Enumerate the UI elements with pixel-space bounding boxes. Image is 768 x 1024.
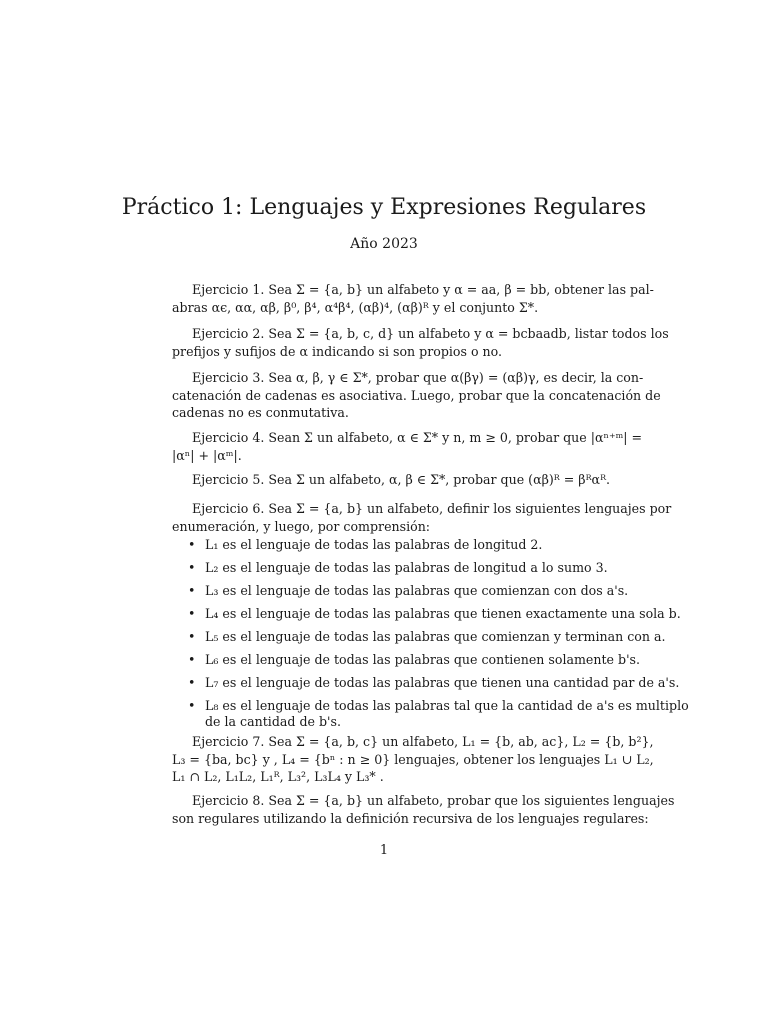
- document-year: Año 2023: [350, 236, 418, 252]
- exercise-label: Ejercicio 7.: [192, 734, 265, 749]
- exercise-8: [172, 792, 675, 827]
- bullet-icon: •: [188, 606, 196, 621]
- exercise-line: |αⁿ| + |αᵐ|.: [172, 447, 242, 463]
- exercise-line: Ejercicio 2. Sea Σ = {a, b, c, d} un alfabeto y α = bcbaadb, listar todos los: [192, 326, 669, 341]
- exercise-line: L₃ = {ba, bc} y , L₄ = {bⁿ : n ≥ 0} lenguajes, obtener los lenguajes L₁ ∪ L₂,: [172, 751, 654, 767]
- exercise-label: Ejercicio 2.: [192, 326, 265, 341]
- exercise-line: son regulares utilizando la definición recursiva de los lenguajes regulares:: [172, 810, 649, 826]
- exercise-line: Ejercicio 8. Sea Σ = {a, b} un alfabeto, probar que los siguientes lenguajes: [192, 793, 675, 808]
- exercise-label: Ejercicio 8.: [192, 793, 265, 808]
- exercise-line: Ejercicio 5. Sea Σ un alfabeto, α, β ∈ Σ*, probar que (αβ)ᴿ = βᴿαᴿ.: [192, 472, 611, 487]
- exercise-line: Ejercicio 4. Sean Σ un alfabeto, α ∈ Σ* y n, m ≥ 0, probar que |αⁿ⁺ᵐ| =: [192, 430, 643, 445]
- exercise-7: [172, 733, 654, 786]
- bullet-icon: •: [188, 583, 196, 598]
- document-title: Práctico 1: Lenguajes y Expresiones Regulares: [121, 195, 647, 220]
- exercise-line: Ejercicio 3. Sea α, β, γ ∈ Σ*, probar que α(βγ) = (αβ)γ, es decir, la con-: [192, 370, 644, 385]
- exercise-line: L₁ ∩ L₂, L₁L₂, L₁ᴿ, L₃², L₃L₄ y L₃* .: [172, 769, 384, 784]
- exercise-label: Ejercicio 1.: [192, 282, 265, 297]
- exercise-4: [172, 429, 643, 464]
- exercise-line: Ejercicio 7. Sea Σ = {a, b, c} un alfabeto, L₁ = {b, ab, ac}, L₂ = {b, b²},: [192, 734, 654, 749]
- exercise-label: Ejercicio 3.: [192, 370, 265, 385]
- exercise-line: Ejercicio 1. Sea Σ = {a, b} un alfabeto y α = aa, β = bb, obtener las pal-: [192, 282, 654, 297]
- exercise-3: [172, 369, 661, 422]
- exercise-label: Ejercicio 6.: [192, 501, 265, 516]
- exercise-line: enumeración, y luego, por comprensión:: [172, 518, 431, 534]
- exercise-1: [172, 281, 654, 316]
- document-page: Práctico 1: Lenguajes y Expresiones Regulares Año 2023 Ejercicio 1. Sea Σ = {a, b} un alfabeto y α = aa, β = bb, obtener las pal- abras αϵ, αα, αβ, β⁰, β⁴, α⁴β⁴, (αβ)⁴, (αβ)ᴿ y el conjunto Σ*. Ejercicio 2. Sea Σ = {a, b, c, d} un alfabeto y α = bcbaadb, listar todos los prefijos y sufijos de α indicando si son propios o no. Ejercicio 3. Sea α, β, γ ∈ Σ*, probar que α(βγ) = (αβ)γ, es decir, la con- catenación de cadenas es asociativa. Luego, probar que la concatenación de cadenas no es conmutativa. Ejercicio 4. Sean Σ un alfabeto, α ∈ Σ* y n, m ≥ 0, probar que |αⁿ⁺ᵐ| = |αⁿ| + |αᵐ|. Ejercicio 5. Sea Σ un alfabeto, α, β ∈ Σ*, probar que (αβ)ᴿ = βᴿαᴿ. Ejercicio 6. Sea Σ = {a, b} un alfabeto, definir los siguientes lenguajes por enumeración, y luego, por comprensión: • L₁ es el lenguaje de todas las palabras de longitud 2. • L₂ es el lenguaje de todas las palabras de longitud a lo sumo 3. • L₃ es el lenguaje de todas las palabras que comienzan con dos a's. • L₄ es el lenguaje de todas las palabras que tienen exactamente una sola b. • L₅ es el lenguaje de todas las palabras que comienzan y terminan con a. • L₆ es el lenguaje de todas las palabras que contienen solamente b's. • L₇ es el lenguaje de todas las palabras que tienen una cantidad par de a's. • L₈ es el lenguaje de todas las palabras tal que la cantidad de a's es multiplo de la cantidad de b's. Ejercicio 7. Sea Σ = {a, b, c} un alfabeto, L₁ = {b, ab, ac}, L₂ = {b, b²}, L₃ = {ba, bc} y , L₄ = {bⁿ : n ≥ 0} lenguajes, obtener los lenguajes L₁ ∪ L₂, L₁ ∩ L₂, L₁L₂, L₁ᴿ, L₃², L₃L₄ y L₃* . Ejercicio 8. Sea Σ = {a, b} un alfabeto, probar que los siguientes lenguajes son regulares utilizando la definición recursiva de los lenguajes regulares: 1: [0, 0, 768, 1024]
- exercise-line: cadenas no es conmutativa.: [172, 405, 349, 420]
- bullet-icon: •: [188, 629, 196, 644]
- exercise-line: Ejercicio 6. Sea Σ = {a, b} un alfabeto, definir los siguientes lenguajes por: [192, 501, 672, 516]
- exercise-5: [172, 471, 615, 489]
- bullet-icon: •: [188, 560, 196, 575]
- bullet-icon: •: [188, 537, 196, 552]
- exercise-label: Ejercicio 5.: [192, 472, 265, 487]
- exercise-line: prefijos y sufijos de α indicando si son propios o no.: [172, 343, 503, 359]
- page-number: 1: [379, 843, 389, 858]
- exercise-label: Ejercicio 4.: [192, 430, 265, 445]
- exercise-2: [172, 325, 669, 360]
- exercise-line: catenación de cadenas es asociativa. Luego, probar que la concatenación de: [172, 387, 661, 403]
- bullet-icon: •: [188, 652, 196, 667]
- exercise-line: abras αϵ, αα, αβ, β⁰, β⁴, α⁴β⁴, (αβ)⁴, (αβ)ᴿ y el conjunto Σ*.: [172, 299, 539, 315]
- bullet-icon: •: [188, 698, 196, 713]
- exercise-6: [172, 500, 672, 535]
- bullet-icon: •: [188, 675, 196, 690]
